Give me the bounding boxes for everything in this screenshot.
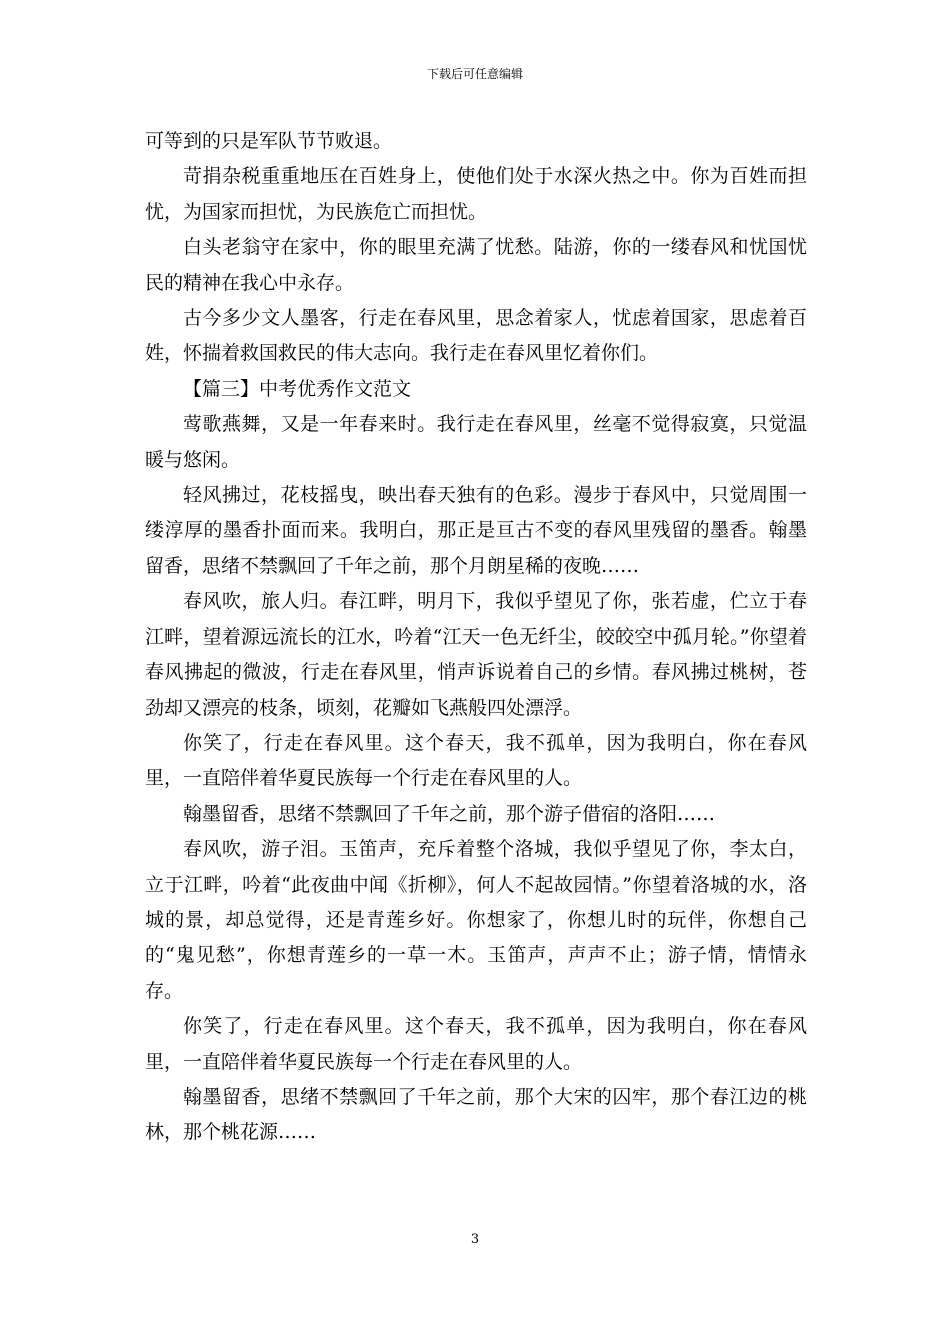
page-header: 下载后可任意编辑 bbox=[426, 67, 523, 81]
paragraph: 翰墨留香，思绪不禁飘回了千年之前，那个游子借宿的洛阳…… bbox=[183, 802, 716, 825]
paragraph: 你笑了，行走在春风里。这个春天，我不孤单，因为我明白，你在春风里，一直陪伴着华夏民族每一个行走在春风里的人。 bbox=[145, 731, 807, 790]
page-number: 3 bbox=[470, 1232, 480, 1247]
paragraph: 古今多少文人墨客，行走在春风里，思念着家人，忧虑着国家，思虑着百姓，怀揣着救国救民的伟大志向。我行走在春风里忆着你们。 bbox=[145, 307, 807, 365]
paragraph: 翰墨留香，思绪不禁飘回了千年之前，那个大宋的囚牢，那个春江边的桃林，那个桃花源…… bbox=[145, 1085, 807, 1144]
section-heading: 【篇三】中考优秀作文范文 bbox=[183, 377, 412, 400]
paragraph: 轻风拂过，花枝摇曳，映出春天独有的色彩。漫步于春风中，只觉周围一缕淳厚的墨香扑面而来。我明白，那正是亘古不变的春风里残留的墨香。翰墨留香，思绪不禁飘回了千年之前，那个月朗星稀的夜晚…… bbox=[145, 484, 807, 577]
document-body bbox=[145, 124, 807, 1151]
paragraph: 白头老翁守在家中，你的眼里充满了忧愁。陆游，你的一缕春风和忧国忧民的精神在我心中永存。 bbox=[145, 236, 807, 294]
paragraph: 可等到的只是军队节节败退。 bbox=[145, 130, 393, 152]
paragraph: 春风吹，旅人归。春江畔，明月下，我似乎望见了你，张若虚，伫立于春江畔，望着源远流长的江水，吟着“江天一色无纤尘，皎皎空中孤月轮。”你望着春风拂起的微波，行走在春风里，悄声诉说着自己的乡情。春风拂过桃树，苍劲却又漂亮的枝条，顷刻，花瓣如飞燕般四处漂浮。 bbox=[145, 590, 807, 719]
paragraph: 苛捐杂税重重地压在百姓身上，使他们处于水深火热之中。你为百姓而担忧，为国家而担忧，为民族危亡而担忧。 bbox=[145, 165, 807, 223]
paragraph: 你笑了，行走在春风里。这个春天，我不孤单，因为我明白，你在春风里，一直陪伴着华夏民族每一个行走在春风里的人。 bbox=[145, 1015, 807, 1073]
paragraph: 春风吹，游子泪。玉笛声，充斥着整个洛城，我似乎望见了你，李太白，立于江畔，吟着“此夜曲中闻《折柳》，何人不起故园情。”你望着洛城的水，洛城的景，却总觉得，还是青莲乡好。你想家了，你想儿时的玩伴，你想自己的“鬼见愁”，你想青莲乡的一草一木。玉笛声，声声不止；游子情，情情永存。 bbox=[145, 838, 807, 1002]
paragraph: 莺歌燕舞，又是一年春来时。我行走在春风里，丝毫不觉得寂寞，只觉温暖与悠闲。 bbox=[145, 413, 807, 471]
